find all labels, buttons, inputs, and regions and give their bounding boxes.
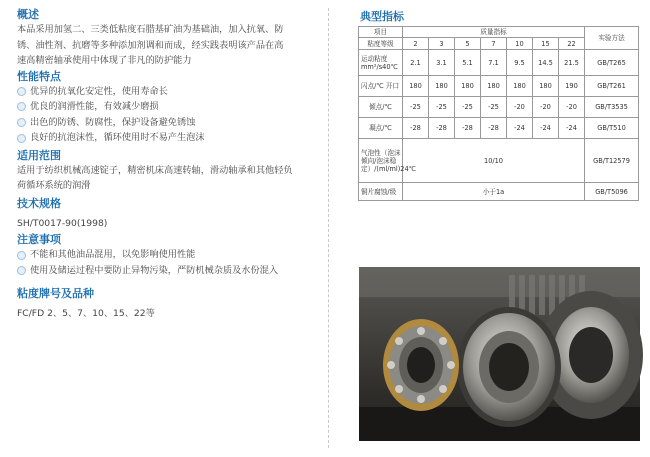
row-label: 闪点/℃ 开口 [359,76,403,97]
value-cell: 21.5 [559,50,585,76]
grade-cell: 3 [429,38,455,50]
features-item [17,130,317,146]
features-item [17,115,317,131]
bullet-icon [17,118,26,127]
application-line: 荷循环系统的润滑 [17,180,91,192]
value-cell: 3.1 [429,50,455,76]
value-cell: 2.1 [403,50,429,76]
spec-title: 技术规格 [17,196,61,210]
bullet-icon [17,266,26,275]
table-row [359,76,639,97]
row-label: 铜片腐蚀/级 [359,183,403,201]
grades-value: FC/FD 2、5、7、10、15、22等 [17,307,155,319]
features-item-text: 优良的润滑性能，有效减少磨损 [30,101,159,113]
bullet-icon [17,102,26,111]
notes-item-text: 使用及储运过程中要防止异物污染，严防机械杂质及水份混入 [30,264,279,276]
value-cell: 9.5 [507,50,533,76]
row-label: 凝点/℃ [359,118,403,139]
value-cell: 14.5 [533,50,559,76]
notes-item [17,247,317,263]
grade-cell: 15 [533,38,559,50]
value-cell: -25 [455,97,481,118]
overview-line: 本品采用加氢二、三类低粘度石腊基矿油为基础油，加入抗氧、防 [17,24,284,35]
value-cell: -28 [455,118,481,139]
grade-cell: 22 [559,38,585,50]
value-cell: 180 [507,76,533,97]
features-item [17,84,317,100]
method-cell: GB/T3535 [585,97,639,118]
features-item-text: 良好的抗泡沫性，循环使用时不易产生泡沫 [30,132,205,144]
value-cell: -24 [533,118,559,139]
right-column [358,10,638,201]
value-cell: -25 [481,97,507,118]
value-cell: 180 [403,76,429,97]
overview-line: 速高精密轴承使用中体现了非凡的防护能力 [17,55,192,66]
table-row [359,139,639,183]
value-cell: -28 [429,118,455,139]
row-label: 运动粘度mm²/s40℃ [359,50,403,76]
value-cell: 小于1a [403,183,585,201]
value-cell: -24 [559,118,585,139]
header-quality: 质量指标 [403,27,585,38]
table-row [359,118,639,139]
row-label: 倾点/℃ [359,97,403,118]
value-cell: 190 [559,76,585,97]
value-cell: -24 [507,118,533,139]
grade-cell: 2 [403,38,429,50]
method-cell: GB/T261 [585,76,639,97]
table-row [359,97,639,118]
grade-cell: 5 [455,38,481,50]
method-cell: GB/T12579 [585,139,639,183]
method-cell: GB/T510 [585,118,639,139]
table-row [359,50,639,76]
bullet-icon [17,251,26,260]
value-cell: -20 [559,97,585,118]
value-cell: -20 [507,97,533,118]
bullet-icon [17,134,26,143]
grade-cell: 10 [507,38,533,50]
page-divider [328,8,329,448]
features-item-text: 优异的抗氧化安定性，使用寿命长 [30,85,168,97]
grade-cell: 7 [481,38,507,50]
overview-title: 概述 [17,8,39,21]
header-item: 项目 [359,27,403,38]
application-title: 适用范围 [17,148,61,162]
bearings-illustration [359,267,640,441]
overview-line: 锈、油性剂、抗磨等多种添加剂调和而成，经实践表明该产品在高 [17,39,284,51]
features-item-text: 出色的防锈、防腐性，保护设备避免锈蚀 [30,116,196,128]
value-cell: 7.1 [481,50,507,76]
notes-item-text: 不能和其他油品混用，以免影响使用性能 [30,249,196,261]
application-line: 适用于纺织机械高速锭子，精密机床高速转轴，滑动轴承和其他轻负 [17,164,293,176]
bullet-icon [17,87,26,96]
specs-table [358,26,639,201]
value-cell: 180 [533,76,559,97]
typical-data-title: 典型指标 [360,10,404,23]
value-cell: 180 [481,76,507,97]
value-cell: 180 [455,76,481,97]
grades-title: 粘度牌号及品种 [17,286,94,300]
value-cell: -28 [403,118,429,139]
grade-label: 粘度等级 [359,38,403,50]
spec-value: SH/T0017-90(1998) [17,217,108,229]
value-cell: -25 [403,97,429,118]
table-row [359,27,639,38]
value-cell: -28 [481,118,507,139]
bearings-photo [359,267,640,441]
notes-title: 注意事项 [17,233,61,247]
features-item [17,99,317,115]
features-title: 性能特点 [17,69,61,83]
notes-item [17,263,317,279]
header-method: 实验方法 [585,27,639,50]
value-cell: 5.1 [455,50,481,76]
method-cell: GB/T265 [585,50,639,76]
method-cell: GB/T5096 [585,183,639,201]
overview-text [17,22,317,69]
value-cell: -25 [429,97,455,118]
value-cell: 10/10 [403,139,585,183]
value-cell: 180 [429,76,455,97]
left-column [17,8,317,321]
table-row [359,183,639,201]
row-label: 气泡性（泡沫倾向/泡沫稳定）/(ml/ml)24℃ [359,139,403,183]
value-cell: -20 [533,97,559,118]
